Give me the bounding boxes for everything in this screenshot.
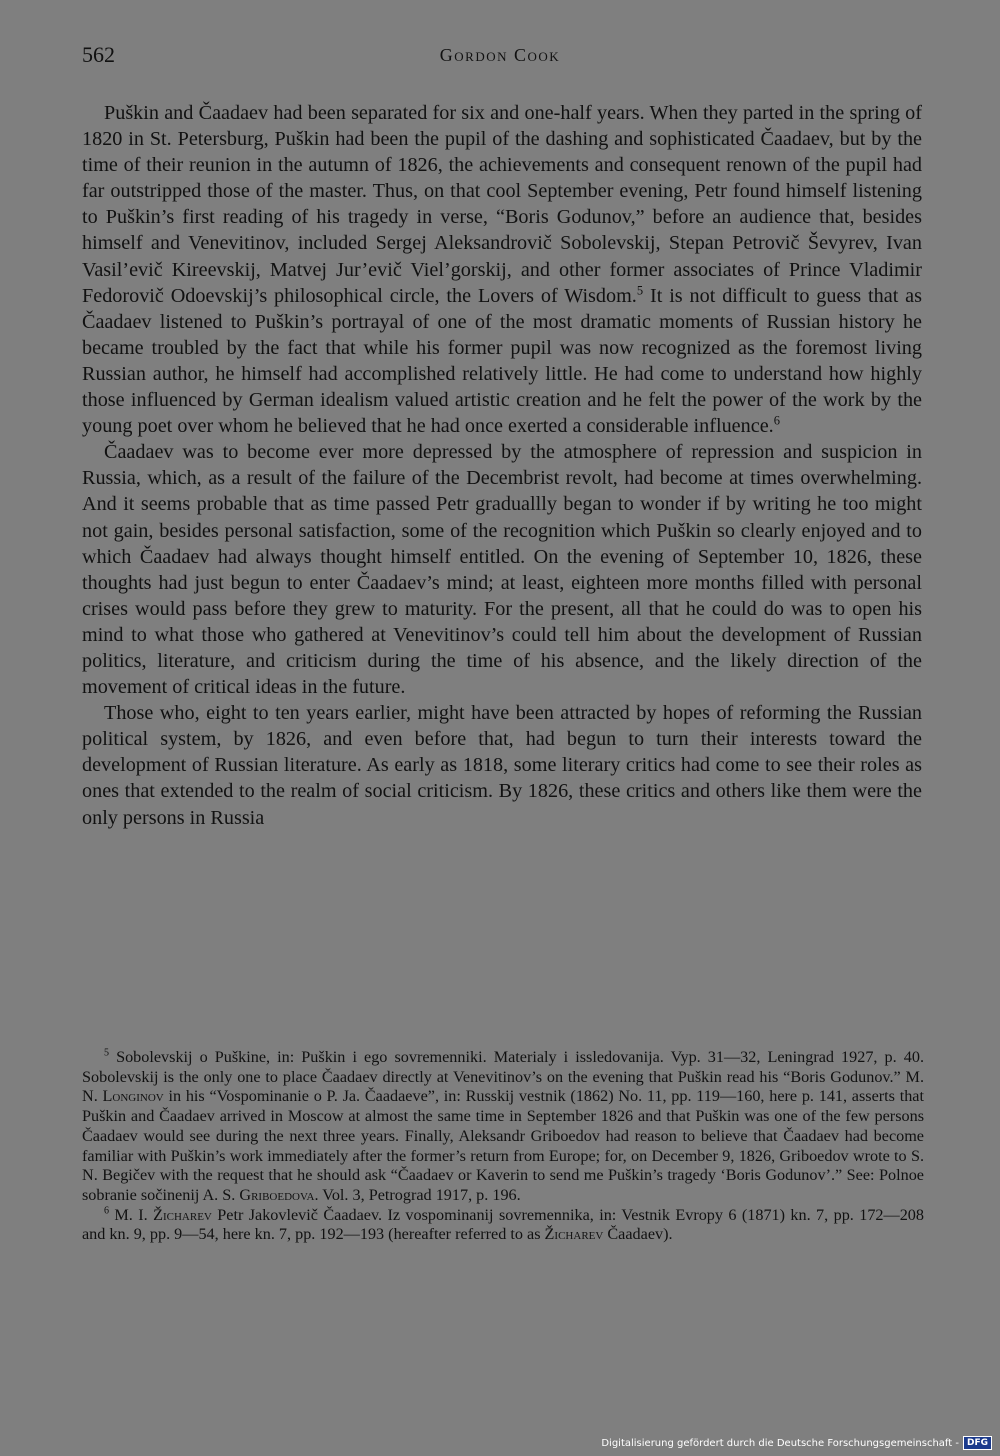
footnote-ref: 6 (773, 413, 780, 428)
footnote (82, 1206, 924, 1245)
footnote-text: Čaadaev). (603, 1225, 673, 1244)
footnote-text: Sobolevskij o Puškine, in: Puškin i ego sovremenniki. Materialy i issledovanija. Vyp. 31—32, Leningrad 1927, p. 40. Sobolevskij is the only one to place Čaadaev directly at Venevitinov’s on the evening that Puškin read his “Boris Godunov.” M. N. (82, 1048, 924, 1106)
paragraph (82, 100, 922, 439)
page-number: 562 (82, 42, 115, 67)
footnotes (82, 1048, 924, 1245)
author-name: Žicharev (153, 1205, 212, 1224)
footnote-ref: 5 (636, 282, 644, 297)
body-text (82, 100, 922, 831)
footnote-text: M. I. (109, 1205, 154, 1224)
paragraph: Those who, eight to ten years earlier, might have been attracted by hopes of reforming the Russian political system, by 1826, and even before that, had begun to turn their interests toward the development of Russian literature. As early as 1818, some literary critics had come to see their roles as ones that extended to the realm of social criticism. By 1826, these critics and others like them were the only persons in Russia (82, 702, 922, 829)
footnote-text: Petr Jakovlevič Čaadaev. Iz vospominanij sovremennika, in: Vestnik Evropy 6 (1871) kn. 7, pp. 172—208 and kn. 9, pp. 9—54, here kn. 7, pp. 192—193 (hereafter referred to as (82, 1205, 924, 1244)
footnote-number: 5 (104, 1047, 110, 1059)
footnote-number: 6 (104, 1205, 110, 1217)
footnote-text: . Vol. 3, Petrograd 1917, p. 196. (314, 1185, 521, 1204)
footer-text: Digitalisierung gefördert durch die Deutsche Forschungsgemeinschaft - (601, 1437, 959, 1449)
paragraph-text: Puškin and Čaadaev had been separated for six and one-half years. When they parted in the spring of 1820 in St. Petersburg, Puškin had been the pupil of the dashing and sophisticated Čaadaev, but by the time of their reunion in the autumn of 1826, the achievements and consequent renown of the pupil had far outstripped those of the master. Thus, on that cool September evening, Petr found himself listening to Puškin’s first reading of his tragedy in verse, “Boris Godunov,” before an audience that, besides himself and Venevitinov, included Sergej Aleksandrovič Sobolevskij, Stepan Petrovič Ševyrev, Ivan Vasil’evič Kireevskij, Matvej Jur’evič Viel’gorskij, and other former associates of Prince Vladimir Fedorovič Odoevskij’s philosophical circle, the Lovers of Wisdom. (82, 102, 922, 307)
running-head: Gordon Cook (439, 45, 561, 65)
footnote-text: in his “Vospominanie o P. Ja. Čaadaeve”, in: Russkij vestnik (1862) No. 11, pp. 119—160, here p. 141, asserts that Puškin and Čaadaev arrived in Moscow at almost the same time in September 1826 and that Puškin was one of the few persons Čaadaev would see during the next three years. Finally, Aleksandr Griboedov had reason to believe that Čaadaev had become familiar with Puškin’s work immediately after the former’s return from Europe; for, on December 9, 1826, Griboedov wrote to S. N. Begičev with the request that he should ask “Čaadaev or Kaverin to send me Puškin’s tragedy ‘Boris Godunov’.” See: Polnoe sobranie sočinenij A. S. (82, 1087, 924, 1204)
footnote (82, 1048, 924, 1206)
paragraph: Čaadaev was to become ever more depressed by the atmosphere of repression and suspicion in Russia, which, as a result of the failure of the Decembrist revolt, had become at times overwhelming. And it seems probable that as time passed Petr graduallly began to wonder if by writing he too might not gain, besides personal satisfaction, some of the recognition which Puškin so clearly enjoyed and to which Čaadaev had always thought himself entitled. On the evening of September 10, 1826, these thoughts had just begun to enter Čaadaev’s mind; at least, eighteen more months filled with personal crises would pass before they grew to maturity. For the present, all that he could do was to open his mind to what those who gathered at Venevitinov’s could tell him about the development of Russian politics, literature, and criticism during the time of his absence, and the likely direction of the movement of critical ideas in the future. (82, 441, 922, 699)
dfg-logo-icon: DFG (963, 1436, 992, 1450)
author-name: Žicharev (544, 1225, 604, 1244)
digitization-footer (601, 1436, 992, 1450)
paragraph-text: It is not difficult to guess that as Čaadaev listened to Puškin’s portrayal of one of the most dramatic moments of Russian history he became troubled by the fact that while his former pupil was now recognized as the foremost living Russian author, he himself had accomplished relatively little. He had come to understand how highly those influenced by German idealism valued artistic creation and he felt the power of the work by the young poet over whom he believed that he had once exerted a considerable influence. (82, 284, 922, 438)
author-name: Longinov (102, 1087, 164, 1106)
author-name: Griboedova (239, 1185, 315, 1204)
